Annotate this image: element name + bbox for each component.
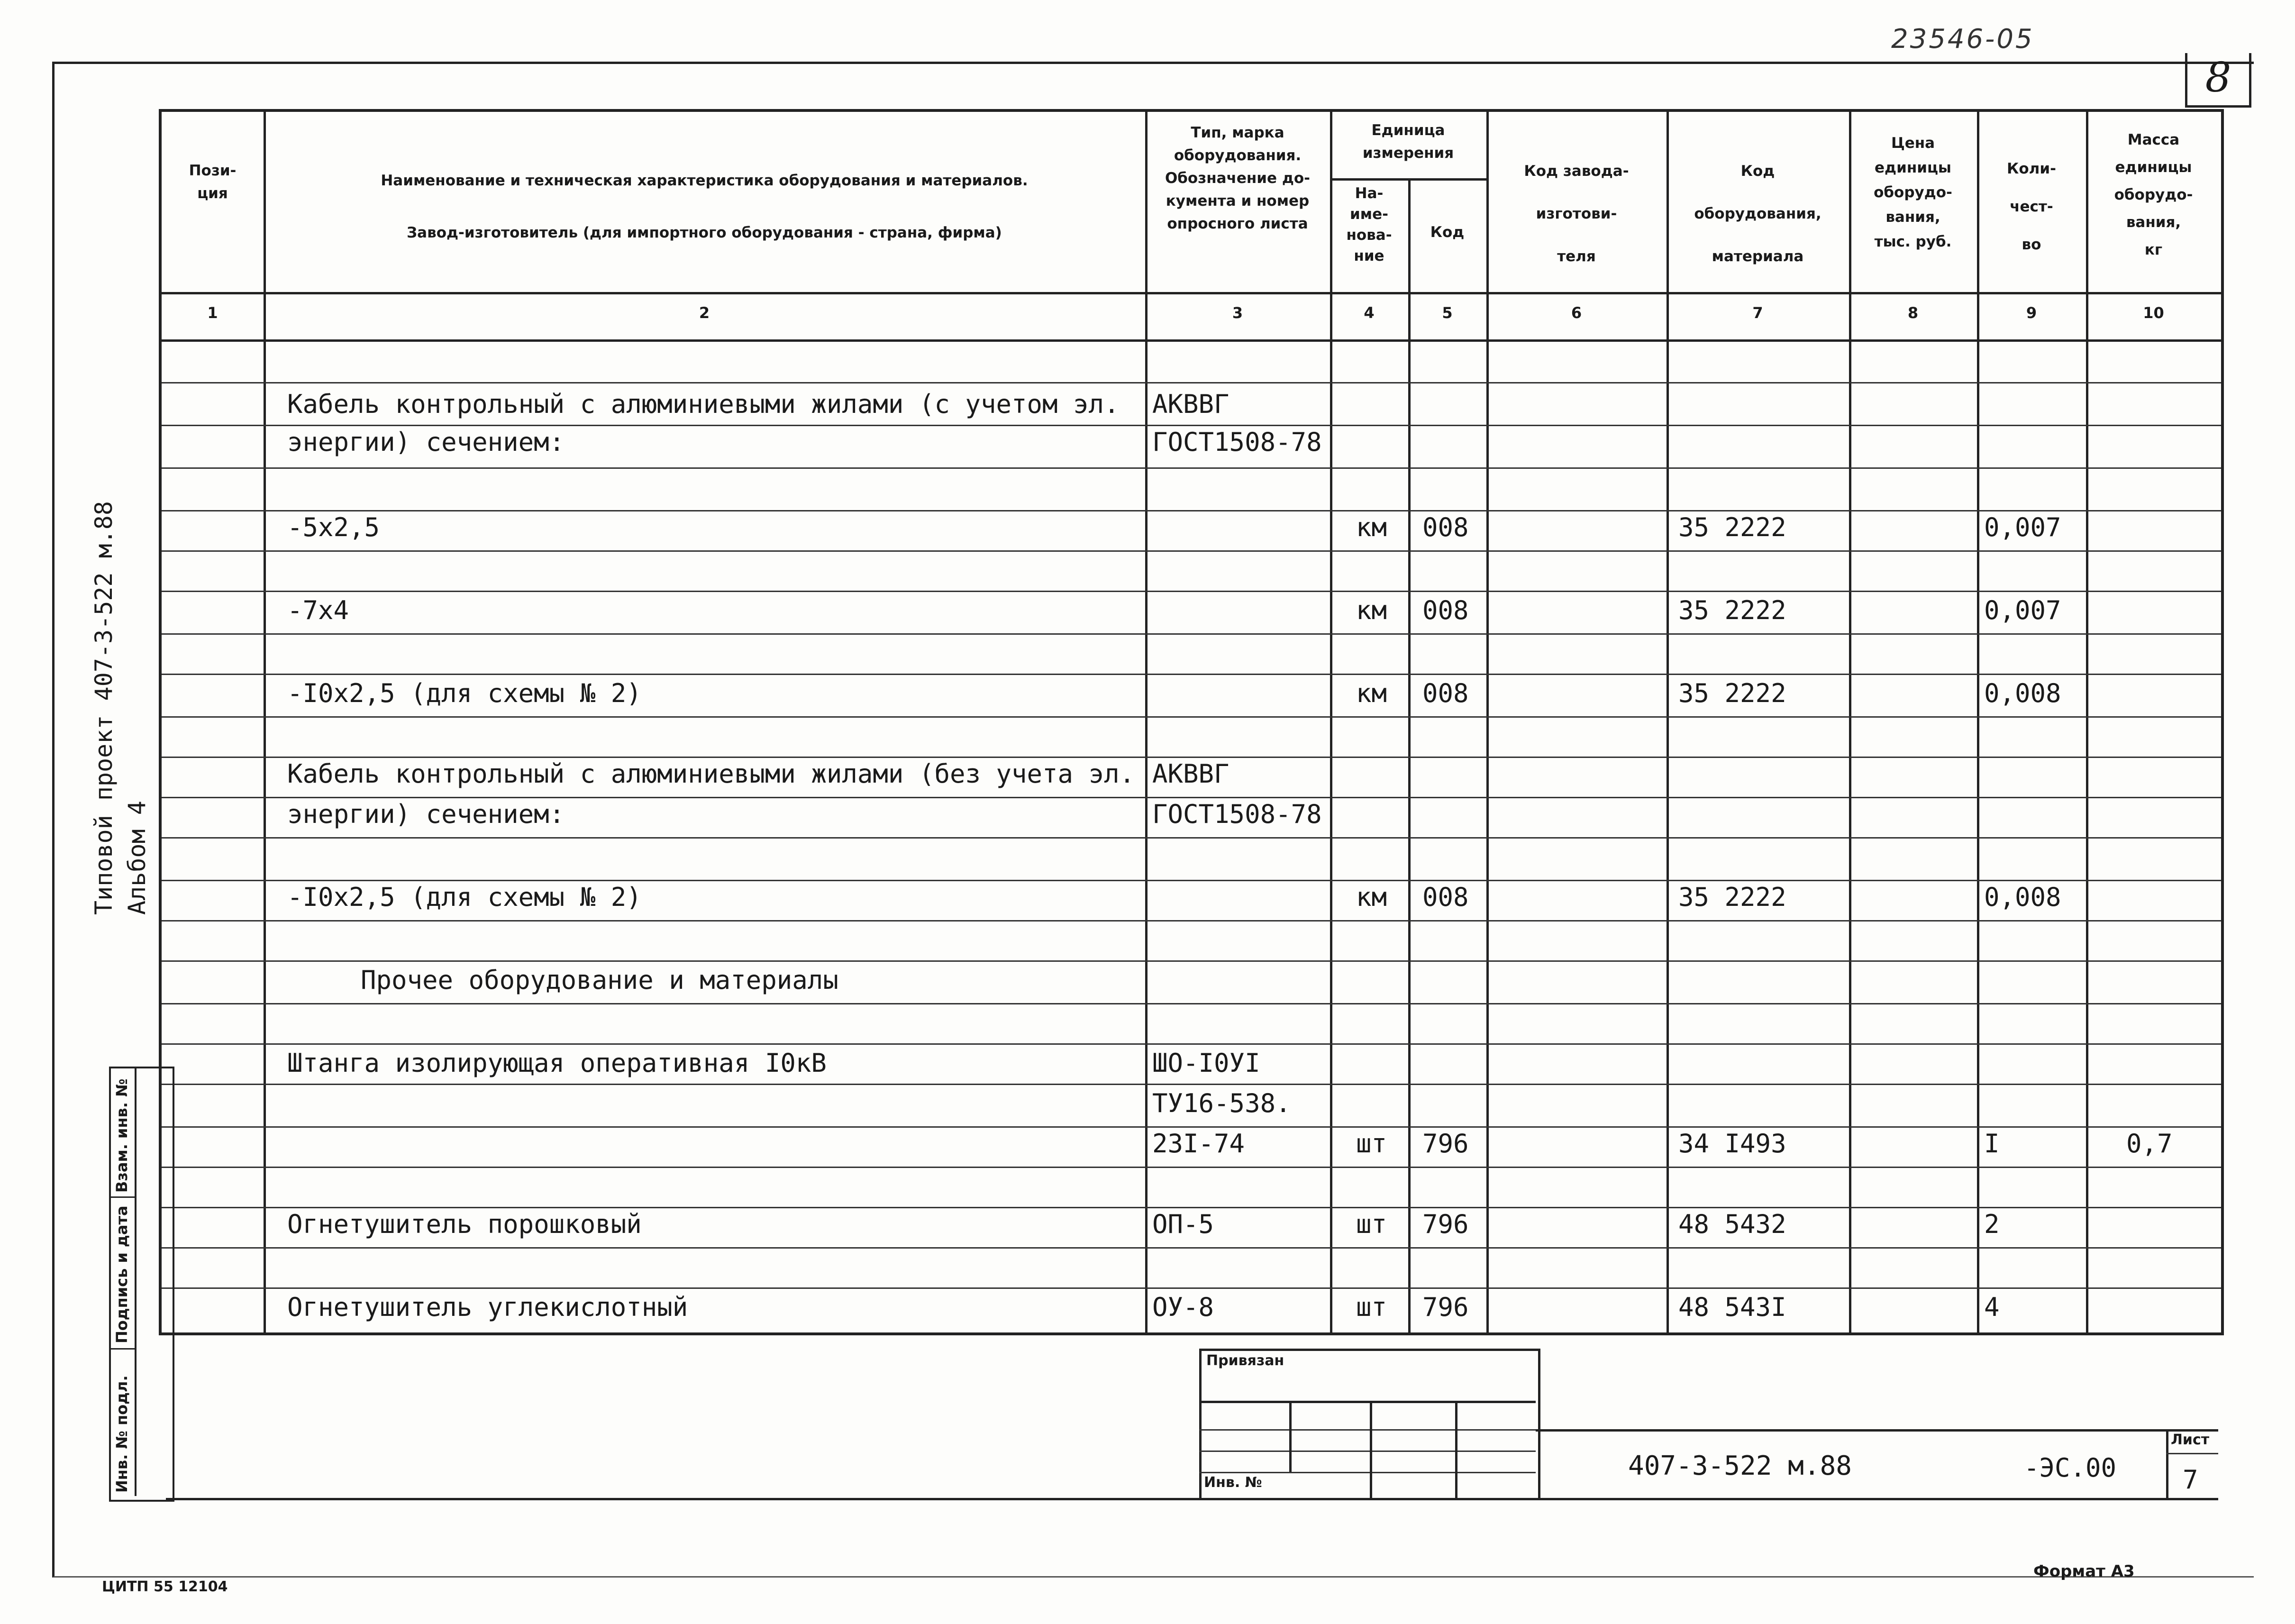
header-price: Цена единицы оборудо- вания, тыс. руб. [1874,135,1952,250]
table-row-equip: 35 2222 [1678,595,1786,625]
list-label: Лист [2171,1432,2210,1448]
table-row-name: -I0х2,5 (для схемы № 2) [287,678,642,708]
footer-format: Формат А3 [2033,1562,2135,1581]
sheet-corner-label: 8 [2205,54,2231,101]
table-row-name: -5х2,5 [287,512,380,542]
table-row-mass: 0,7 [2126,1129,2173,1159]
header-position: Пози- ция [189,162,237,202]
header-unit-code: Код [1430,224,1465,241]
strip-label: Инв. № подл. [113,1375,131,1493]
inv-number-label: Инв. № [1204,1474,1262,1491]
footer-left-code: ЦИТП 55 12104 [102,1578,228,1595]
table-row-code: 008 [1422,678,1469,708]
table-row-name: Кабель контрольный с алюминиевыми жилами (с учетом эл. [287,389,1120,419]
header-mass: Масса единицы оборудо- вания, кг [2114,131,2193,258]
table-row-name: Огнетушитель порошковый [287,1209,642,1239]
table-row-qty: 0,008 [1984,678,2061,708]
col-number: 7 [1752,304,1763,322]
table-row-equip: 48 5432 [1678,1209,1786,1239]
table-row-unit: км [1356,595,1387,625]
table-row-type: ГОСТ1508-78 [1152,799,1322,829]
vertical-album: Альбом 4 [123,801,151,915]
table-row-type: АКВВГ [1152,759,1229,789]
table-row-type: ШО-I0УI [1152,1048,1260,1078]
table-row-name: Кабель контрольный с алюминиевыми жилами (без учета эл. [287,759,1135,789]
table-row-code: 796 [1422,1292,1469,1322]
table-row-qty: 0,008 [1984,882,2061,912]
header-equip-code: Код оборудования, материала [1694,163,1821,265]
list-number: 7 [2183,1465,2198,1495]
col-number: 4 [1364,304,1375,322]
col-number: 9 [2026,304,2037,322]
col-number: 5 [1442,304,1453,322]
strip-label: Подпись и дата [113,1205,131,1343]
table-row-qty: 2 [1984,1209,2000,1239]
section-title: Прочее оборудование и материалы [361,965,838,995]
table-row-name: энергии) сечением: [287,799,565,829]
sheet-corner-number [2185,53,2251,108]
table-row-unit: км [1356,678,1387,708]
table-row-code: 008 [1422,882,1469,912]
table-row-code: 008 [1422,512,1469,542]
col-number: 3 [1232,304,1243,322]
table-row-qty: 0,007 [1984,595,2061,625]
table-row-unit: шт [1356,1209,1387,1239]
table-row-qty: I [1984,1129,2000,1159]
header-unit-group: Единица измерения [1362,122,1454,162]
table-row-type: ГОСТ1508-78 [1152,427,1322,457]
table-row-name: энергии) сечением: [287,427,565,457]
table-row-type: 23I-74 [1152,1129,1245,1159]
table-row-qty: 4 [1984,1292,2000,1322]
table-row-name: -7х4 [287,595,349,625]
table-row-code: 008 [1422,595,1469,625]
table-row-name: -I0х2,5 (для схемы № 2) [287,882,642,912]
table-row-code: 796 [1422,1209,1469,1239]
archive-code: 23546-05 [1891,24,2034,55]
col-number: 8 [1907,304,1919,322]
table-row-equip: 34 I493 [1678,1129,1786,1159]
header-type: Тип, марка оборудования. Обозначение до- кумента и номер опросного листа [1165,124,1311,232]
table-row-qty: 0,007 [1984,512,2061,542]
specification-table [159,109,2224,1335]
table-row-type: ТУ16-538. [1152,1088,1291,1118]
header-plant-code: Код завода- изготови- теля [1524,163,1629,265]
table-row-type: АКВВГ [1152,389,1229,419]
col-number: 6 [1571,304,1582,322]
header-name: Наименование и техническая характеристика оборудования и материалов. Завод-изготовитель (для импортного оборудования - страна, фирма) [381,172,1028,241]
table-row-equip: 35 2222 [1678,678,1786,708]
privyazan-label: Привязан [1206,1352,1284,1369]
table-row-unit: шт [1356,1292,1387,1322]
document-code: 407-3-522 м.88 [1628,1451,1852,1481]
col-number: 10 [2143,304,2164,322]
table-row-type: ОУ-8 [1152,1292,1214,1322]
table-row-equip: 48 543I [1678,1292,1786,1322]
header-quantity: Коли- чест- во [2007,160,2056,253]
table-row-equip: 35 2222 [1678,882,1786,912]
table-row-name: Штанга изолирующая оперативная I0кВ [287,1048,827,1078]
strip-label: Взам. инв. № [113,1078,131,1193]
table-row-unit: шт [1356,1129,1387,1159]
table-row-name: Огнетушитель углекислотный [287,1292,688,1322]
header-unit-name: На- име- нова- ние [1346,185,1392,265]
table-row-unit: км [1356,512,1387,542]
table-row-unit: км [1356,882,1387,912]
vertical-project-title: Типовой проект 407-3-522 м.88 [90,501,118,915]
sheet-code: -ЭС.00 [2024,1453,2117,1483]
table-row-type: ОП-5 [1152,1209,1214,1239]
title-block [171,1330,2218,1503]
side-signature-strip [109,1067,174,1502]
table-row-equip: 35 2222 [1678,512,1786,542]
col-number: 2 [699,304,710,322]
table-row-code: 796 [1422,1129,1469,1159]
col-number: 1 [207,304,218,322]
